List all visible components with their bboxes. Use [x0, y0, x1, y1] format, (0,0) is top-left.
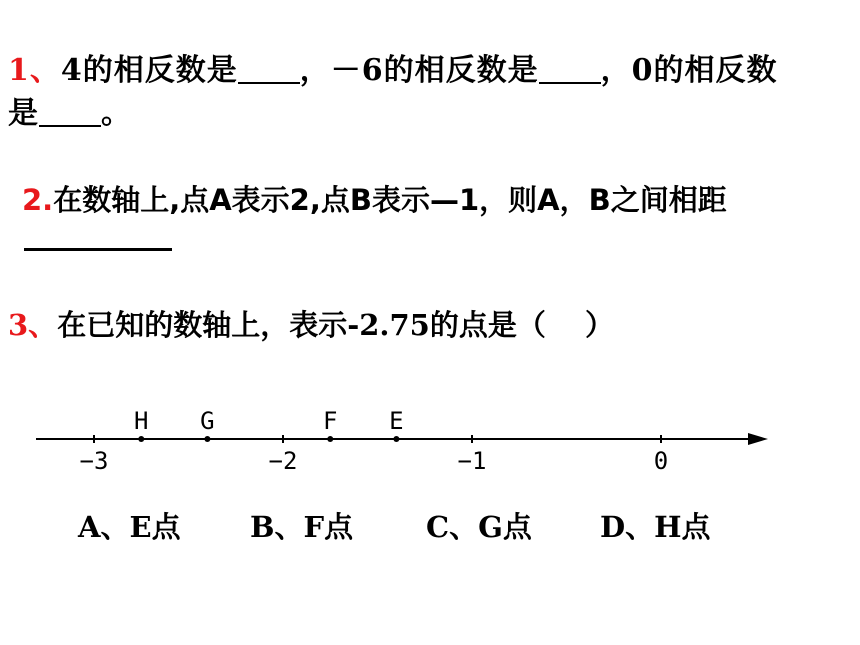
point-mark — [393, 436, 399, 442]
question-1-text-b: ，－6的相反数是 — [299, 53, 539, 88]
number-line-arrow — [748, 433, 768, 445]
point-label: E — [389, 407, 404, 435]
choice-c[interactable]: C、G点 — [426, 510, 532, 544]
point-label: H — [134, 407, 149, 435]
tick-label: 0 — [653, 447, 669, 475]
answer-blank-2[interactable] — [539, 52, 601, 84]
question-3-text: 在已知的数轴上，表示-2.75的点是（ ） — [57, 308, 614, 342]
answer-blank-1[interactable] — [238, 52, 300, 84]
point-label: G — [200, 407, 215, 435]
choice-b[interactable]: B、F点 — [250, 510, 354, 544]
point-mark — [327, 436, 333, 442]
tick-label: −2 — [268, 447, 298, 475]
point-label: F — [323, 407, 338, 435]
number-line — [0, 395, 860, 485]
point-mark — [204, 436, 210, 442]
question-2 — [22, 178, 727, 219]
question-3 — [8, 303, 614, 344]
choice-a[interactable]: A、E点 — [78, 510, 181, 544]
question-3-number: 3、 — [8, 308, 58, 342]
question-1-text-a: 4的相反数是 — [60, 53, 238, 88]
question-1-text-c: ，0的相反数 — [600, 53, 778, 88]
question-1-number: 1、 — [8, 53, 61, 88]
point-mark — [138, 436, 144, 442]
answer-blank-3[interactable] — [39, 95, 101, 127]
tick-label: −1 — [457, 447, 487, 475]
choice-d[interactable]: D、H点 — [600, 510, 711, 544]
question-1-text-e: 。 — [101, 96, 132, 131]
question-2-number: 2. — [22, 183, 54, 217]
answer-blank-4[interactable] — [24, 248, 172, 251]
question-1-line-1 — [8, 45, 778, 89]
question-1-text-d: 是 — [8, 96, 39, 131]
question-2-text: 在数轴上,点A表示2,点B表示—1，则A，B之间相距 — [53, 183, 727, 217]
tick-label: −3 — [79, 447, 109, 475]
question-1-line-2 — [8, 88, 132, 132]
